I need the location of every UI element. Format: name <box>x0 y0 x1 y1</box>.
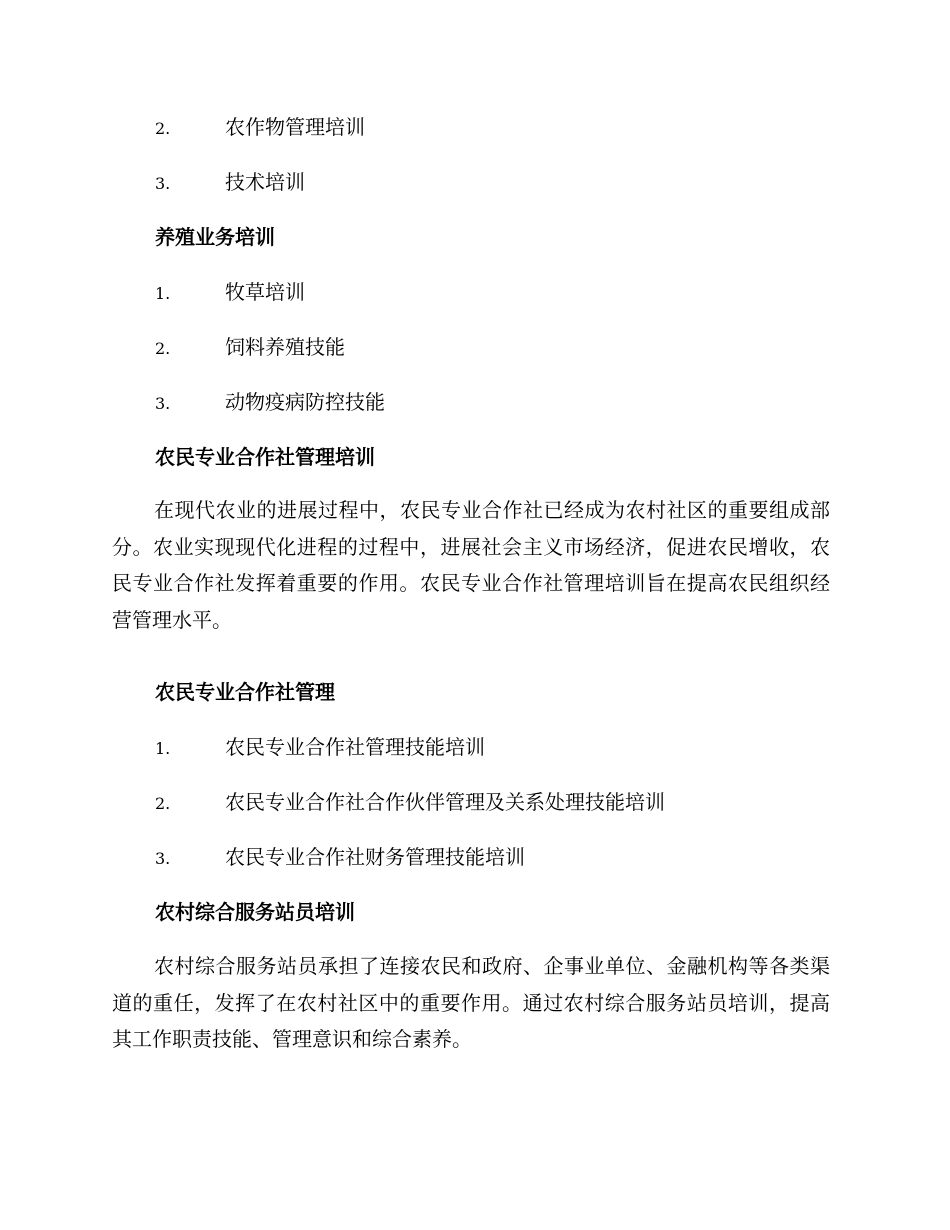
list-number: 3. <box>155 174 171 193</box>
list-text: 农民专业合作社合作伙伴管理及关系处理技能培训 <box>225 790 665 814</box>
paragraph-coop-training: 在现代农业的进展过程中，农民专业合作社已经成为农村社区的重要组成部分。农业实现现代化进程的过程中，进展社会主义市场经济，促进农民增收，农民专业合作社发挥着重要的作用。农民专业合作社管理培训旨在提高农民组织经营管理水平。 <box>112 498 830 632</box>
list-item <box>155 167 305 197</box>
list-text: 动物疫病防控技能 <box>225 390 385 414</box>
list-text: 饲料养殖技能 <box>225 335 345 359</box>
section-heading-coop-training: 农民专业合作社管理培训 <box>155 445 375 469</box>
list-item <box>155 332 345 362</box>
list-item <box>155 787 665 817</box>
list-number: 1. <box>155 284 171 303</box>
section-heading-station-training: 农村综合服务站员培训 <box>155 900 355 924</box>
list-number: 3. <box>155 849 171 868</box>
list-text: 技术培训 <box>225 170 305 194</box>
paragraph-station-training: 农村综合服务站员承担了连接农民和政府、企事业单位、金融机构等各类渠道的重任，发挥了在农村社区中的重要作用。通过农村综合服务站员培训，提高其工作职责技能、管理意识和综合素养。 <box>112 954 830 1051</box>
list-text: 农民专业合作社管理技能培训 <box>225 735 485 759</box>
section-heading-coop-management: 农民专业合作社管理 <box>155 680 335 704</box>
list-item <box>155 277 305 307</box>
list-number: 1. <box>155 739 171 758</box>
list-text: 农作物管理培训 <box>225 115 365 139</box>
section-heading-breeding: 养殖业务培训 <box>155 225 275 249</box>
list-text: 牧草培训 <box>225 280 305 304</box>
list-number: 2. <box>155 339 171 358</box>
list-number: 2. <box>155 794 171 813</box>
list-number: 3. <box>155 394 171 413</box>
list-item <box>155 842 525 872</box>
list-text: 农民专业合作社财务管理技能培训 <box>225 845 525 869</box>
list-number: 2. <box>155 119 171 138</box>
list-item <box>155 387 385 417</box>
list-item <box>155 112 365 142</box>
list-item <box>155 732 485 762</box>
